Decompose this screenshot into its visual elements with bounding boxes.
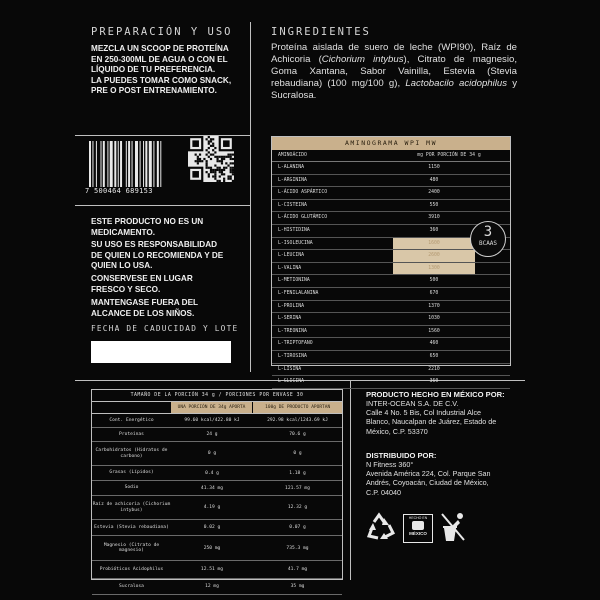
amino-value: 2600 [393, 250, 475, 262]
amino-value: 460 [429, 341, 439, 347]
nutrition-row [92, 496, 342, 520]
amino-name: L-SERINA [278, 316, 302, 322]
amino-name: L-ÁCIDO ASPÁRTICO [278, 190, 328, 196]
ingredients-text: Proteína aislada de suero de leche (WPI90), Raíz de Achicoria (Cichorium intybus), Citrato de magnesio, Goma Xantana, Sabor Vainilla, Estevia (Stevia rebaudiana) (100 mg/100 g), Lactobacilo acidophilus y Sucralosa. [271, 42, 518, 101]
amino-name: L-LISINA [278, 366, 302, 372]
nutrition-cell: Carbohidratos (Hidratos de carbono) [95, 448, 168, 459]
amino-value: 1300 [393, 263, 475, 275]
aminogram-row [272, 376, 510, 389]
warning-1: ESTE PRODUCTO NO ES UN MEDICAMENTO. [91, 217, 204, 237]
amino-value: 1370 [428, 303, 440, 309]
qr-code [188, 136, 234, 182]
aminogram-header: AMINOÁCIDO mg POR PORCIÓN DE 34 g [272, 150, 510, 162]
nutrition-row [92, 466, 342, 481]
divider-vertical-bottom [350, 380, 351, 580]
nutrition-cell: 99.60 kcal/422.80 kJ [184, 418, 240, 423]
expiry-box [91, 341, 231, 363]
barcode [89, 141, 181, 187]
nutrition-row [92, 579, 342, 595]
nutrition-cell: Proteínas [119, 431, 144, 437]
amino-value: 500 [429, 278, 439, 284]
amino-name: L-LEUCINA [278, 253, 304, 259]
nutrition-row [92, 481, 342, 496]
nutrition-cell: 41.34 mg [200, 485, 224, 491]
nutrition-cell: 292.98 kcal/1243.69 kJ [267, 418, 328, 423]
amino-value: 360 [429, 379, 439, 385]
amino-value: 550 [429, 202, 439, 208]
nutrition-header: UNA PORCIÓN DE 34g APORTA 100g DE PRODUCTO APORTAN [92, 402, 342, 414]
nutrition-cell: 735.3 mg [286, 545, 309, 551]
preparation-title: PREPARACIÓN Y USO [91, 26, 233, 38]
nutrition-cell: Sucralosa [119, 583, 144, 589]
amino-value: 1560 [428, 328, 440, 334]
amino-name: L-ARGININA [278, 177, 307, 183]
amino-name: L-PROLINA [278, 303, 304, 309]
nutrition-cell: Magnesio (Citrato de magnesio) [103, 542, 160, 553]
nutrition-cell: 0 g [207, 451, 217, 456]
nutrition-cell: Probióticos Acidophilus [99, 566, 164, 572]
aminogram-row [272, 338, 510, 351]
bcaa-badge: 3 BCAAS [470, 221, 506, 257]
nutrition-row [92, 520, 342, 536]
nutrition-cell: 0.02 g [203, 525, 221, 530]
nutrition-cell: Estevia (Stevia rebaudiana) [94, 524, 169, 530]
nutrition-cell: 0 g [293, 451, 302, 456]
amino-name: L-ÁCIDO GLUTÁMICO [278, 215, 328, 221]
recycle-icon [365, 512, 397, 542]
nutrition-cell: Grasas (Lípidos) [109, 470, 154, 476]
ingredients-title: INGREDIENTES [271, 26, 371, 38]
warning-2: SU USO ES RESPONSABILIDAD DE QUIEN LO RECOMIENDA Y DE QUIEN LO USA. [91, 240, 224, 270]
nutrition-cell: 250 mg [203, 545, 221, 551]
amino-value: 670 [429, 290, 439, 296]
warning-4: MANTENGASE FUERA DEL ALCANCE DE LOS NIÑOS. [91, 298, 199, 318]
nutrition-cell: 12.32 g [287, 505, 308, 510]
amino-value: 360 [429, 227, 439, 233]
amino-value: 2400 [428, 190, 440, 196]
nutrition-row [92, 561, 342, 579]
amino-value: 1030 [428, 316, 440, 322]
nutrition-row [92, 428, 342, 442]
nutrition-cell: 0.4 g [205, 470, 219, 476]
nutrition-table [91, 389, 343, 589]
expiry-label: FECHA DE CADUCIDAD Y LOTE [91, 324, 239, 333]
aminogram-row [272, 212, 510, 225]
preparation-text: MEZCLA UN SCOOP DE PROTEÍNA EN 250-300ML DE AGUA O CON EL LÍQUIDO DE TU PREFERENCIA. LA PUEDES TOMAR COMO SNACK, PRE O POST ENTRENAMIENTO. [91, 44, 232, 95]
nutrition-cell: Raíz de achicoria (Cichorium intybus) [92, 502, 171, 513]
divider-left-mid [75, 205, 250, 206]
amino-value: 1150 [428, 165, 440, 170]
amino-value: 3910 [428, 215, 440, 221]
aminogram-row [272, 250, 510, 263]
aminogram-row [272, 187, 510, 200]
nutrition-title: TAMAÑO DE LA PORCIÓN 34 g / PORCIONES POR ENVASE 30 [92, 390, 342, 402]
amino-name: L-GLICINA [278, 379, 304, 385]
amino-value: 2210 [428, 366, 440, 372]
nutrition-cell: 35 mg [290, 584, 305, 589]
amino-name: L-METIONINA [278, 278, 310, 284]
amino-value: 1600 [393, 238, 475, 250]
warning-3: CONSERVESE EN LUGAR FRESCO Y SECO. [91, 274, 193, 294]
nutrition-cell: Sodio [124, 485, 139, 491]
nutrition-cell: 12 mg [205, 584, 219, 589]
amino-name: L-ISOLEUCINA [278, 240, 313, 246]
nutrition-row [92, 414, 342, 428]
manufacturer-block: PRODUCTO HECHO EN MÉXICO POR: INTER-OCEAN S.A. DE C.V. Calle 4 No. 5 Bis, Col Industrial Alce Blanco, Naucalpan de Juárez, Estado de México, C.P. 53370 [366, 390, 505, 436]
aminogram-row [272, 313, 510, 326]
distributor-block: DISTRIBUIDO POR: N Fitness 360° Avenida América 224, Col. Parque San Andrés, Coyoacán, Ciudad de México, C.P. 04040 [366, 451, 491, 497]
amino-name: L-TRIPTOFANO [278, 341, 313, 347]
amino-name: L-FENILALANINA [278, 290, 319, 296]
aminogram-row [272, 162, 510, 175]
aminogram-title: AMINOGRAMA WPI MW [272, 137, 510, 150]
nutrition-cell: 0.07 g [289, 525, 306, 530]
nutrition-row [92, 536, 342, 561]
hecho-en-mexico-icon: HECHO EN MÉXICO [403, 514, 433, 543]
aminogram-row [272, 275, 510, 288]
nutrition-cell: 70.6 g [289, 432, 306, 437]
nutrition-cell: 1.18 g [289, 470, 306, 476]
amino-value: 480 [429, 177, 439, 183]
aminogram-row [272, 364, 510, 377]
aminogram-row [272, 175, 510, 188]
amino-name: L-ALANINA [278, 165, 304, 170]
aminogram-row [272, 351, 510, 364]
aminogram-row [272, 200, 510, 213]
aminogram-row [272, 301, 510, 314]
amino-name: L-TREONINA [278, 328, 307, 334]
amino-name: L-CISTEINA [278, 202, 307, 208]
nutrition-row [92, 442, 342, 466]
barcode-number: 7 500464 689153 [85, 187, 153, 195]
amino-name: L-HISTIDINA [278, 227, 310, 233]
amino-name: L-VALINA [278, 265, 302, 271]
amino-value: 650 [429, 353, 439, 359]
trash-bin-icon [438, 511, 468, 543]
nutrition-cell: 4.19 g [203, 505, 221, 510]
nutrition-cell: 12.51 mg [200, 567, 224, 572]
nutrition-cell: 121.57 mg [285, 485, 310, 491]
aminogram-row [272, 326, 510, 339]
aminogram-row [272, 263, 510, 276]
aminogram-row [272, 288, 510, 301]
nutrition-cell: 41.7 mg [287, 567, 308, 572]
amino-name: L-TIROSINA [278, 353, 307, 359]
nutrition-cell: 24 g [206, 432, 218, 437]
nutrition-cell: Cont. Energético [109, 417, 154, 423]
